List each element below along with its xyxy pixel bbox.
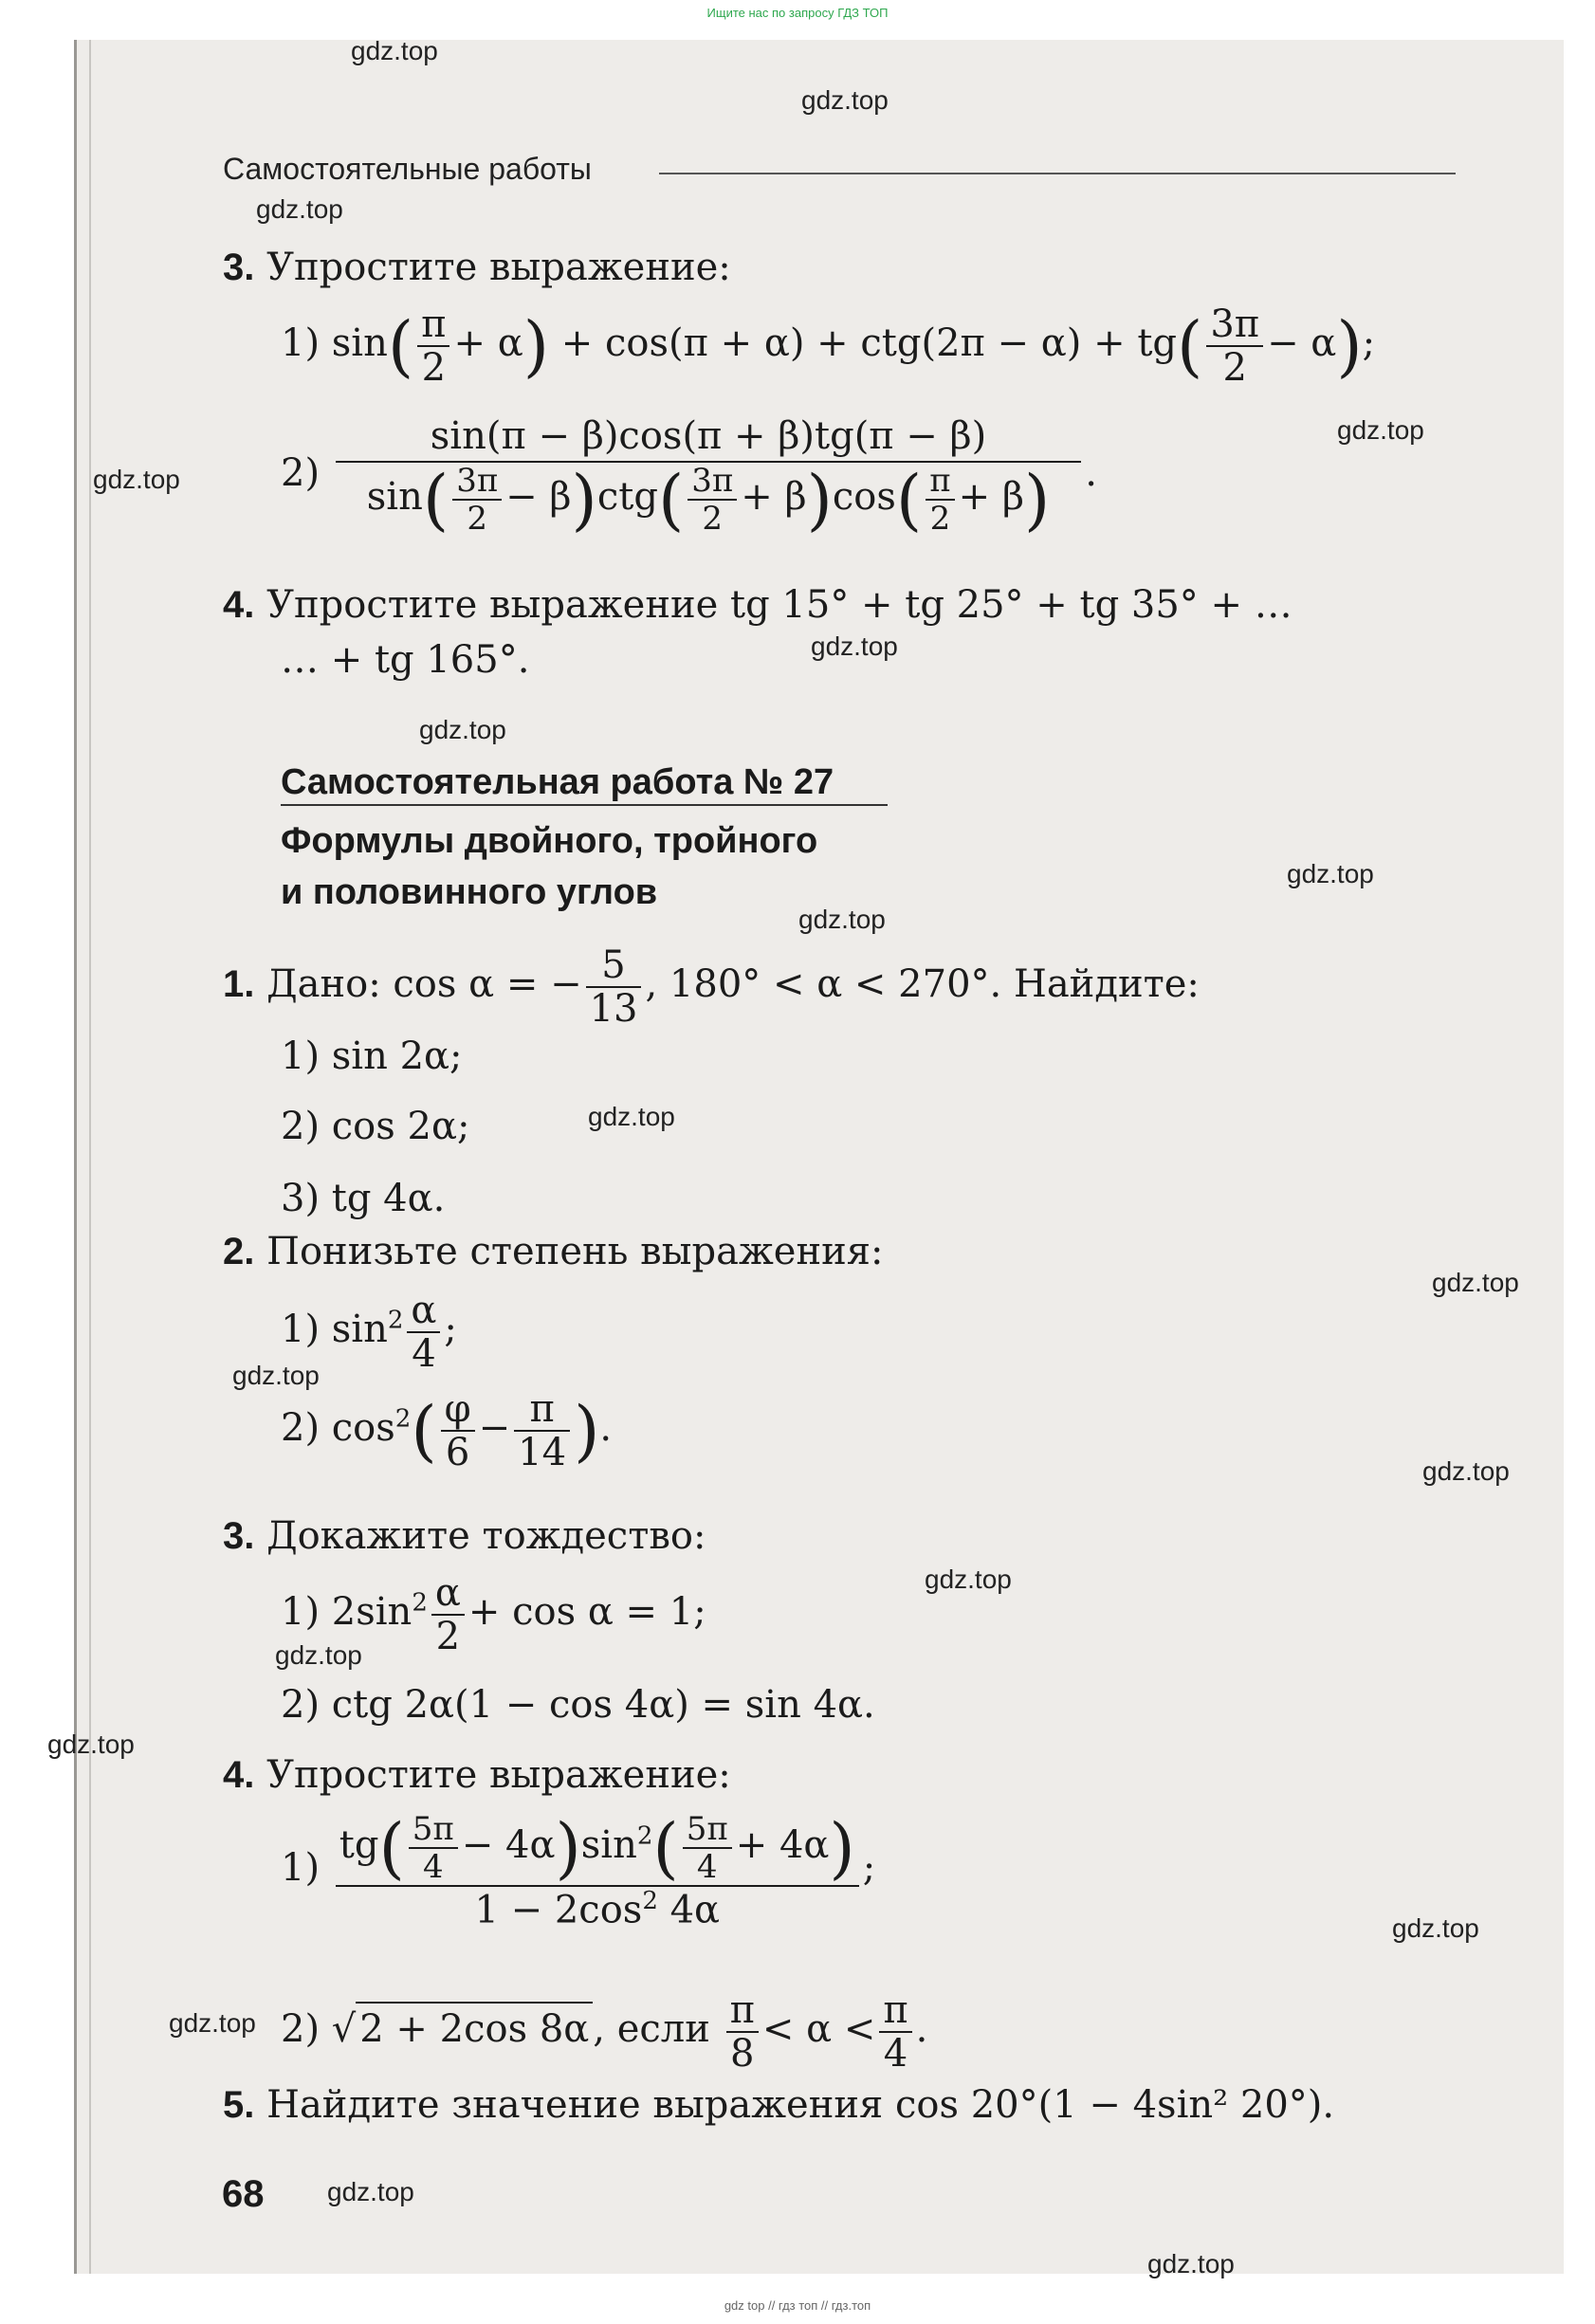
question-3-item-2: 2) ctg 2α(1 − cos 4α) = sin 4α. <box>281 1683 875 1727</box>
q1-post: , 180° < α < 270°. Найдите: <box>645 962 1200 1006</box>
question-3-item-1: 1) $2\sin^2$ $\frac{\alpha}{2}$ + cos α = 1; <box>281 1571 706 1658</box>
question-5 <box>223 2083 1335 2127</box>
watermark: gdz.top <box>925 1565 1012 1594</box>
page-number: 68 <box>222 2173 265 2215</box>
task-text: Упростите выражение: <box>266 246 731 289</box>
question-1-item: 1) sin 2α; <box>281 1034 463 1078</box>
work-title: Самостоятельная работа № 27 <box>281 762 834 802</box>
task-text: Упростите выражение tg 15° + tg 25° + tg 35° + … <box>266 583 1292 627</box>
question-1-item: 3) tg 4α. <box>281 1177 446 1220</box>
watermark: gdz.top <box>275 1640 362 1670</box>
question-2 <box>223 1230 884 1273</box>
watermark: gdz.top <box>169 2008 256 2038</box>
task-number: 2. <box>223 1231 255 1272</box>
question-1-item: 2) cos 2α; <box>281 1105 470 1148</box>
task-number: 4. <box>223 1754 255 1796</box>
watermark: gdz.top <box>798 905 886 934</box>
watermark: gdz.top <box>1337 415 1424 445</box>
question-2-item-1: 1) $\sin^2$ $\frac{\alpha}{4}$ ; <box>281 1289 457 1376</box>
watermark: gdz.top <box>801 85 889 115</box>
watermark: gdz.top <box>256 194 343 224</box>
work-topic: и половинного углов <box>281 872 658 912</box>
watermark: gdz.top <box>232 1361 320 1390</box>
watermark: gdz.top <box>1432 1268 1519 1297</box>
task-number: 4. <box>223 584 255 626</box>
bottom-links[interactable]: gdz top // гдз топ // гдз.топ <box>724 2298 871 2313</box>
top-link[interactable]: Ищите нас по запросу ГДЗ ТОП <box>706 6 889 20</box>
watermark: gdz.top <box>327 2177 414 2206</box>
question-4 <box>223 1753 731 1797</box>
task-text: Докажите тождество: <box>266 1514 706 1558</box>
task-3-item-2: 2) sin(π − β)cos(π + β)tg(π − β) sin( $\frac{3\pi}{2}$ − β)ctg( $\frac{3\pi}{2}$ + β)cos( $\frac{\pi}{2}$ + β) . <box>281 414 1097 539</box>
question-2-item-2: 2) $\cos^2$( $\frac{\varphi}{6}$ − $\frac{\pi}{14}$ ). <box>281 1387 613 1474</box>
question-1 <box>223 943 1200 1031</box>
watermark: gdz.top <box>811 631 898 661</box>
watermark: gdz.top <box>1287 859 1374 888</box>
q1-numerator: 5 <box>586 946 642 988</box>
watermark: gdz.top <box>419 715 506 744</box>
task-4 <box>223 583 1292 627</box>
page-gutter-line <box>89 40 91 2274</box>
q1-denominator: 13 <box>589 987 638 1031</box>
watermark: gdz.top <box>588 1102 675 1131</box>
header-rule <box>659 173 1456 174</box>
task-4-line-2: … + tg 165°. <box>281 638 530 682</box>
watermark: gdz.top <box>93 465 180 494</box>
question-4-item-1: 1) tg( $\frac{5\pi}{4}$ − $4\alpha)\sin^2$( $\frac{5\pi}{4}$ + 4α) $1 - 2\cos^2$ 4α ; <box>281 1809 876 1932</box>
question-3 <box>223 1514 706 1558</box>
task-number: 5. <box>223 2084 255 2126</box>
q1-pre: Дано: cos α = − <box>266 962 582 1006</box>
task-number: 3. <box>223 1515 255 1557</box>
question-4-item-2: 2) √ 2 + 2cos 8α , если $\frac{\pi}{8}$ < α < $\frac{\pi}{4}$ . <box>281 1988 928 2076</box>
watermark: gdz.top <box>1422 1456 1510 1486</box>
running-header: Самостоятельные работы <box>223 152 592 186</box>
work-topic: Формулы двойного, тройного <box>281 821 818 861</box>
watermark: gdz.top <box>47 1729 135 1759</box>
task-3 <box>223 246 731 289</box>
task-text: Упростите выражение: <box>266 1753 731 1797</box>
heading-rule <box>281 804 888 806</box>
watermark: gdz.top <box>351 36 438 65</box>
task-3-item-1: 1) sin( $\frac{\pi}{2}$ + α) + cos(π + α) + ctg(2π − α) + tg( $\frac{3\pi}{2}$ − α); <box>281 302 1376 390</box>
task-number: 3. <box>223 247 255 288</box>
task-text: Понизьте степень выражения: <box>266 1230 884 1273</box>
watermark: gdz.top <box>1392 1913 1479 1943</box>
task-number: 1. <box>223 963 255 1005</box>
task-text: Найдите значение выражения cos 20°(1 − 4sin² 20°). <box>266 2083 1335 2127</box>
watermark: gdz.top <box>1147 2249 1235 2278</box>
